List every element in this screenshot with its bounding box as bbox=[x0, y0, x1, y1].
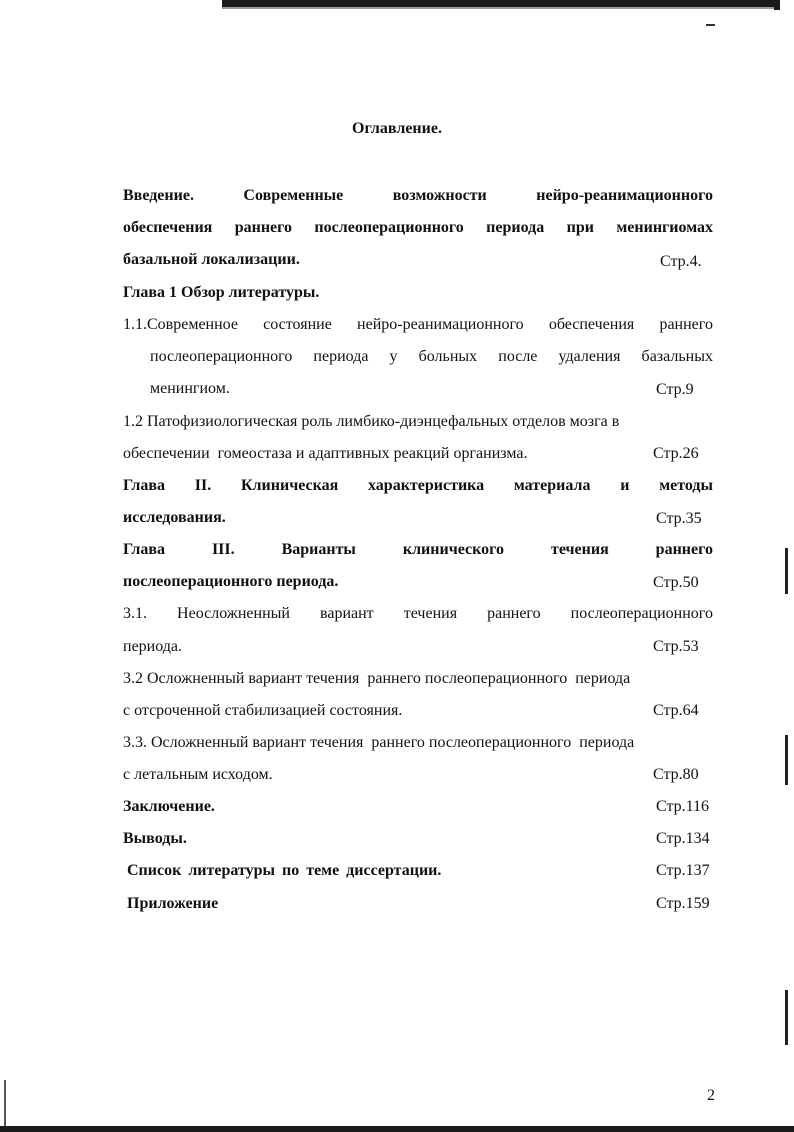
toc-word: удаления bbox=[558, 348, 621, 365]
toc-word: менингиомах bbox=[616, 219, 713, 236]
toc-section-1-1-line3: менингиом. bbox=[150, 380, 230, 397]
toc-section-1-2-line1: 1.2 Патофизиологическая роль лимбико-диэнцефальных отделов мозга в bbox=[123, 413, 620, 430]
toc-chapter1-heading: Глава 1 Обзор литературы. bbox=[123, 284, 320, 301]
toc-word: Неосложненный bbox=[177, 605, 290, 622]
toc-word: методы bbox=[659, 477, 713, 494]
toc-intro-line3: базальной локализации. bbox=[123, 251, 300, 268]
toc-word: периода bbox=[313, 348, 369, 365]
toc-word: раннего bbox=[655, 541, 713, 558]
toc-intro-line1 bbox=[123, 186, 713, 206]
toc-section-1-1-line1 bbox=[123, 315, 713, 335]
toc-word: клинического bbox=[402, 541, 505, 558]
toc-word: при bbox=[566, 219, 594, 236]
toc-word: Варианты bbox=[281, 541, 356, 558]
toc-findings-page: Стр.134 bbox=[656, 830, 710, 847]
toc-word: возможности bbox=[392, 187, 487, 204]
scan-corner-mark bbox=[774, 0, 780, 10]
toc-word: Глава bbox=[123, 541, 165, 558]
toc-section-1-2-line2: обеспечении гомеостаза и адаптивных реакций организма. bbox=[123, 445, 528, 462]
toc-word: обеспечения bbox=[548, 316, 635, 333]
toc-word: и bbox=[620, 477, 630, 494]
toc-section-3-2-line1: 3.2 Осложненный вариант течения раннего послеоперационного периода bbox=[123, 670, 631, 687]
toc-chapter3-line1 bbox=[123, 540, 713, 560]
toc-word: течения bbox=[550, 541, 609, 558]
toc-word: 1.1.Современное bbox=[123, 316, 238, 333]
toc-word: Введение. bbox=[123, 187, 194, 204]
toc-word: 3.1. bbox=[123, 605, 147, 622]
toc-chapter2-line2: исследования. bbox=[123, 509, 226, 526]
toc-word: состояние bbox=[263, 316, 332, 333]
scan-border-top bbox=[222, 0, 778, 7]
page-number: 2 bbox=[707, 1087, 715, 1104]
toc-word: послеоперационного bbox=[314, 219, 464, 236]
toc-section-1-2-page: Стр.26 bbox=[653, 445, 699, 462]
toc-intro-line2 bbox=[123, 218, 713, 238]
toc-chapter2-line1 bbox=[123, 476, 713, 496]
scan-edge-mark bbox=[785, 735, 788, 785]
toc-section-3-3-page: Стр.80 bbox=[653, 766, 699, 783]
toc-section-1-1-page: Стр.9 bbox=[656, 381, 694, 398]
scan-border-top-shadow bbox=[222, 7, 778, 9]
toc-findings-label: Выводы. bbox=[123, 830, 187, 847]
toc-word: Глава bbox=[123, 477, 165, 494]
toc-word: больных bbox=[418, 348, 478, 365]
toc-references-page: Стр.137 bbox=[656, 862, 710, 879]
scan-edge-mark bbox=[785, 990, 788, 1045]
toc-chapter2-page: Стр.35 bbox=[656, 510, 702, 527]
toc-word: материала bbox=[513, 477, 591, 494]
scan-dash-mark bbox=[706, 24, 715, 26]
toc-word: Современные bbox=[243, 187, 344, 204]
toc-appendix-label: Приложение bbox=[127, 895, 219, 912]
page-title: Оглавление. bbox=[352, 120, 442, 137]
toc-word: после bbox=[498, 348, 538, 365]
toc-word: Клиническая bbox=[240, 477, 339, 494]
scan-border-bottom bbox=[0, 1126, 794, 1132]
toc-word: базальных bbox=[641, 348, 713, 365]
toc-chapter3-page: Стр.50 bbox=[653, 574, 699, 591]
toc-word: III. bbox=[211, 541, 235, 558]
toc-word: вариант bbox=[320, 605, 374, 622]
toc-word: периода bbox=[486, 219, 545, 236]
toc-word: II. bbox=[194, 477, 212, 494]
toc-word: раннего bbox=[487, 605, 541, 622]
toc-word: нейро-реанимационного bbox=[357, 316, 524, 333]
scan-edge-mark bbox=[4, 1080, 6, 1126]
toc-conclusion-page: Стр.116 bbox=[656, 798, 710, 815]
toc-section-1-1-line2 bbox=[150, 347, 713, 367]
toc-word: послеоперационного bbox=[570, 605, 713, 622]
toc-word: раннего bbox=[659, 316, 713, 333]
toc-section-3-2-line2: с отсроченной стабилизацией состояния. bbox=[123, 702, 403, 719]
toc-word: у bbox=[389, 348, 398, 365]
toc-word: нейро-реанимационного bbox=[536, 187, 713, 204]
toc-word: характеристика bbox=[368, 477, 485, 494]
toc-word: послеоперационного bbox=[150, 348, 293, 365]
toc-word: обеспечения bbox=[123, 219, 213, 236]
toc-word: течения bbox=[403, 605, 458, 622]
toc-appendix-page: Стр.159 bbox=[656, 895, 710, 912]
toc-intro-page: Стр.4. bbox=[660, 253, 702, 270]
toc-section-3-3-line2: с летальным исходом. bbox=[123, 766, 273, 783]
toc-section-3-1-page: Стр.53 bbox=[653, 638, 699, 655]
toc-references-label: Список литературы по теме диссертации. bbox=[127, 862, 442, 879]
toc-chapter3-line2: послеоперационного периода. bbox=[123, 573, 339, 590]
toc-conclusion-label: Заключение. bbox=[123, 798, 215, 815]
scan-edge-mark bbox=[785, 548, 788, 594]
toc-section-3-1-line2: периода. bbox=[123, 638, 183, 655]
toc-section-3-3-line1: 3.3. Осложненный вариант течения раннего послеоперационного периода bbox=[123, 734, 635, 751]
toc-word: раннего bbox=[234, 219, 293, 236]
toc-section-3-2-page: Стр.64 bbox=[653, 702, 699, 719]
toc-section-3-1-line1 bbox=[123, 604, 713, 624]
